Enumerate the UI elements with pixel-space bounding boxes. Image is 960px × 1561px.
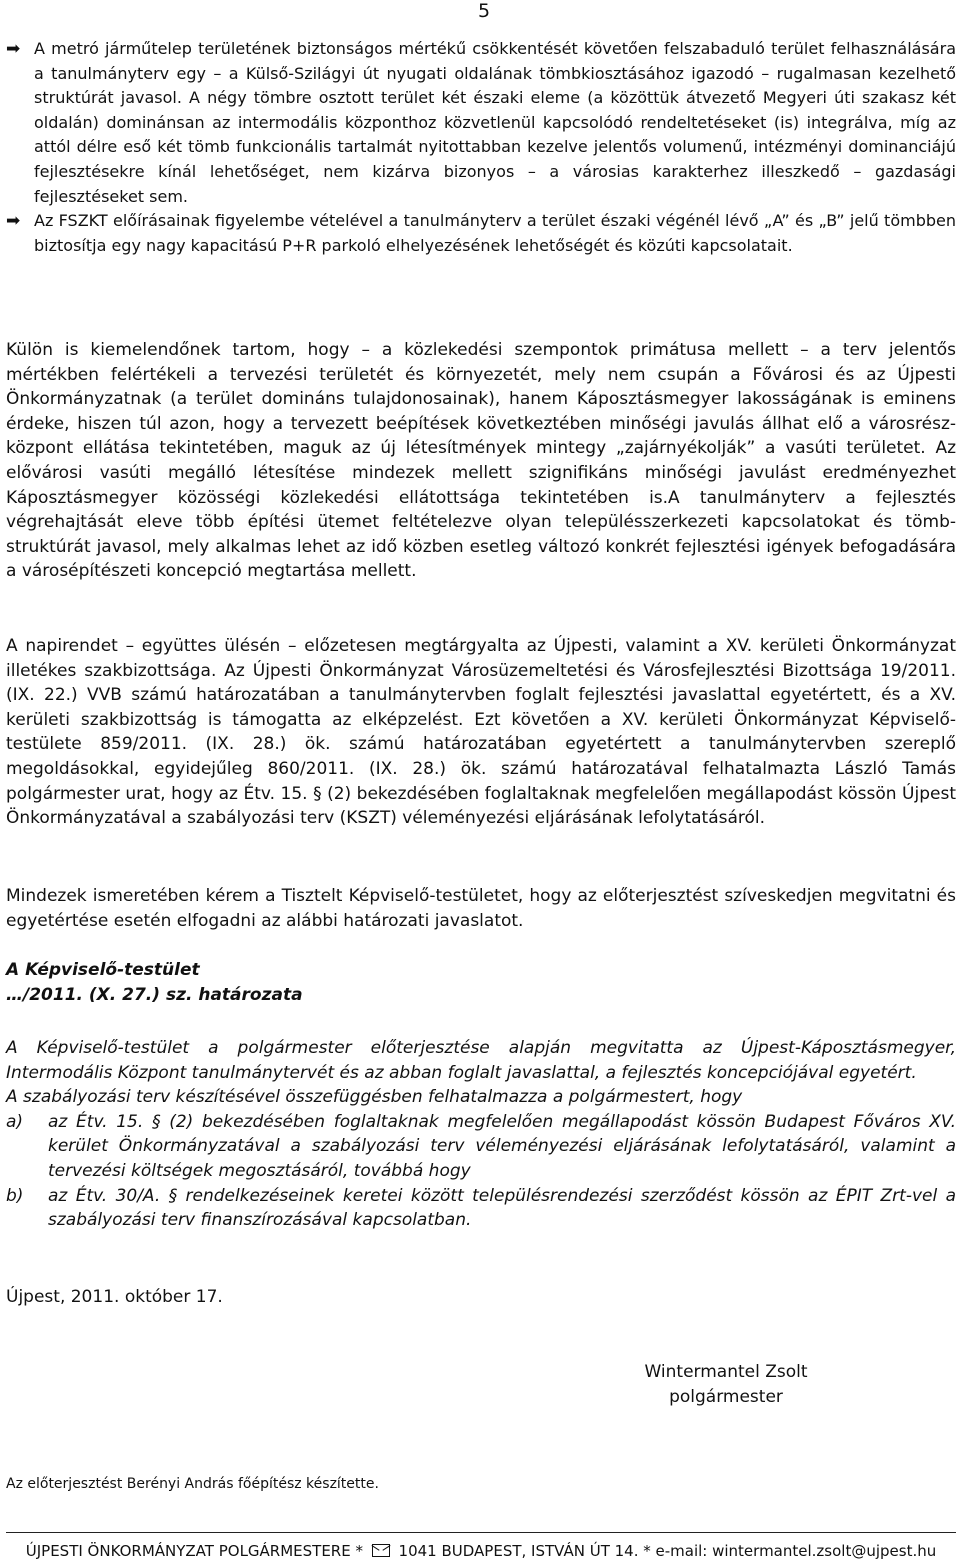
- bullet-list: [6, 37, 956, 258]
- right-arrow-icon: ➡: [6, 39, 21, 59]
- resolution-intro: A Képviselő-testület a polgármester előterjesztése alapján megvitatta az Újpest-Káposztásmegyer, Intermodális Központ tanulmánytervét és az abban foglalt javaslattal, a fejlesztés koncepciójával egyetért.: [6, 1038, 956, 1083]
- footer-left: ÚJPESTI ÖNKORMÁNYZAT POLGÁRMESTERE *: [25, 1542, 363, 1560]
- item-label: b): [6, 1185, 24, 1206]
- envelope-icon: [372, 1544, 390, 1557]
- bullet-text: Az FSZKT előírásainak figyelembe vételével a tanulmányterv a terület északi végénél lévő „A” és „B” jelű tömbben biztosítja egy nagy kapacitású P+R parkoló elhelyezésének lehetőségét és közúti kapcsolatait.: [34, 211, 956, 255]
- date-line: Újpest, 2011. október 17.: [6, 1287, 223, 1307]
- page-footer: [6, 1532, 956, 1561]
- body-paragraph-2: A napirendet – együttes ülésén – előzetesen megtárgyalta az Újpesti, valamint a XV. kerületi Önkormányzat illetékes szakbizottsága. Az Újpesti Önkormányzat Városüzemeltetési és Városfejlesztési Bizottsága 19/2011. (IX. 22.) VVB számú határozatában a tanulmánytervben foglalt fejlesztési javaslattal egyetértett, és a XV. kerületi szakbizottság is támogatta az elképzelést. Ezt követően a XV. kerületi Önkormányzat Képviselő-testülete 859/2011. (IX. 28.) ök. számú határozatában egyetértett a tanulmánytervben szereplő megoldásokkal, egyidejűleg 860/2011. (IX. 28.) ök. számú határozatával felhatalmazta László Tamás polgármester urat, hogy az Étv. 15. § (2) bekezdésében foglaltaknak megfelelően megállapodást kössön Újpest Önkormányzatával a szabályozási terv (KSZT) véleményezési eljárásának lefolytatásáról.: [6, 636, 956, 829]
- signature-block: [566, 1360, 886, 1410]
- resolution-heading-2: …/2011. (X. 27.) sz. határozata: [6, 985, 303, 1005]
- resolution-body: [6, 1036, 956, 1233]
- bullet-item: [6, 209, 956, 258]
- resolution-heading: [6, 958, 956, 1008]
- body-paragraph-3: Mindezek ismeretében kérem a Tisztelt Képviselő-testületet, hogy az előterjesztést szíveskedjen megvitatni és egyetértése esetén elfogadni az alábbi határozati javaslatot.: [6, 886, 956, 931]
- bullet-text: A metró járműtelep területének biztonságos mértékű csökkentését követően felszabaduló terület felhasználására a tanulmányterv egy – a Külső-Szilágyi út nyugati oldalának tömbkiosztásához igazodó – rugalmasan kezelhető struktúrát javasol. A négy tömbre osztott terület két északi eleme (a közöttük átvezető Megyeri úti szakasz két oldalán) dominánsan az intermodális központhoz közvetlenül kapcsolódó rendeltetéseket (is) integrálva, míg az attól délre eső két tömb funkcionális tartalmát nyitottabban kezelve jelentős volumenű, intézményi dominanciájú fejlesztésekre kínál lehetőséget, nem kizárva bizonyos – a városias karakterhez illeszkedő – gazdasági fejlesztéseket sem.: [34, 39, 956, 206]
- author-note: Az előterjesztést Berényi András főépítész készítette.: [6, 1476, 379, 1492]
- signature-title: polgármester: [669, 1387, 783, 1407]
- body-paragraph-1: Külön is kiemelendőnek tartom, hogy – a közlekedési szempontok primátusa mellett – a terv jelentős mértékben felértékeli a tervezési területét és környezetét, mely nem csupán a Fővárosi és az Újpesti Önkormányzatnak (a terület domináns tulajdonosainak), hanem Káposztásmegyer lakosságának is eminens érdeke, hiszen túl azon, hogy a tervezett beépítések következtében minőségi javulás állhat elő a városrész-központ ellátása tekintetében, maguk az új létesítmények mintegy „zajárnyékolják” a vasúti területet. Az elővárosi vasúti megálló létesítése mindezek mellett szignifikáns minőségi javulást eredményezhet Káposztásmegyer közösségi közlekedési ellátottsága tekintetében is.A tanulmányterv a fejlesztés végrehajtását eleve több építési ütemet feltételezve olyan településszerkezeti kapcsolatokat és tömb-struktúrát javasol, mely alkalmas lehet az idő közben esetleg változó konkrét fejlesztési igények befogadására a városépítészeti koncepció megtartása mellett.: [6, 340, 956, 582]
- footer-right: 1041 BUDAPEST, ISTVÁN ÚT 14. * e-mail: wintermantel.zsolt@ujpest.hu: [398, 1542, 937, 1560]
- resolution-heading-1: A Képviselő-testület: [6, 960, 200, 980]
- resolution-item-a: [6, 1110, 956, 1184]
- item-text: az Étv. 15. § (2) bekezdésében foglaltaknak megfelelően megállapodást kössön Budapest Főváros XV. kerület Önkormányzatával a szabályozási terv véleményezési eljárásának lefolytatásáról, valamint a tervezési költségek megosztásáról, továbbá hogy: [48, 1111, 956, 1181]
- item-text: az Étv. 30/A. § rendelkezéseinek keretei között településrendezési szerződést kössön az ÉPIT Zrt-vel a szabályozási terv finanszírozásával kapcsolatban.: [48, 1185, 956, 1231]
- page-number: 5: [478, 0, 491, 22]
- item-label: a): [6, 1111, 24, 1132]
- right-arrow-icon: ➡: [6, 211, 21, 232]
- resolution-lead: A szabályozási terv készítésével összefüggésben felhatalmazza a polgármestert, hogy: [6, 1087, 743, 1108]
- resolution-item-b: [6, 1184, 956, 1233]
- bullet-item: [6, 37, 956, 209]
- signature-name: Wintermantel Zsolt: [644, 1362, 808, 1382]
- document-page: [6, 0, 956, 1561]
